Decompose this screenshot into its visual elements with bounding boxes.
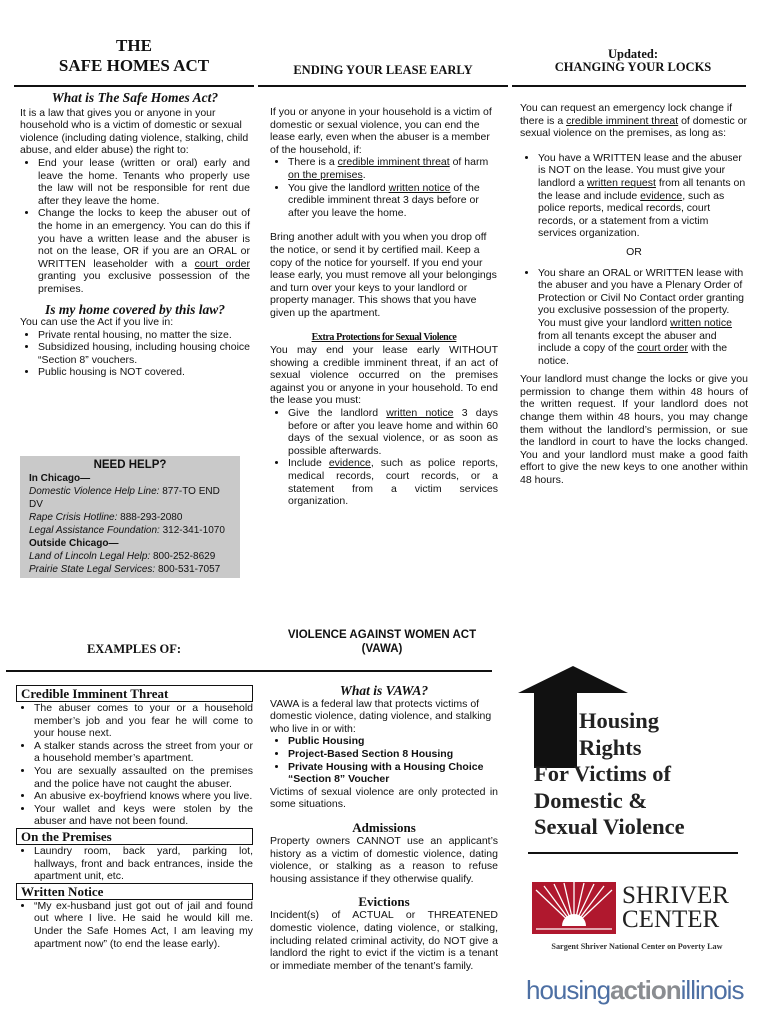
examples-body — [16, 685, 253, 950]
locks-condition-2 — [520, 267, 748, 368]
list-item: • Project-Based Section 8 Housing — [288, 748, 498, 761]
list-item: • You are sexually assaulted on the premises and the police have not caught the abuser. — [34, 765, 253, 790]
locks-intro: You can request an emergency lock change if there is a credible imminent threat of domestic or sexual violence on the premises, as long as: — [520, 102, 748, 140]
evictions-heading: Evictions — [358, 894, 410, 910]
list-item: • Your wallet and keys were stolen by the abuser and have not been found. — [34, 803, 253, 828]
cover-rule — [528, 852, 738, 854]
rights-list — [20, 157, 250, 296]
in-chicago-label: In Chicago— — [29, 472, 91, 484]
list-item: • Private rental housing, no matter the size. — [38, 329, 250, 342]
shriver-full-name: Sargent Shriver National Center on Poverty Law — [551, 942, 723, 951]
vawa-title: VIOLENCE AGAINST WOMEN ACT (VAWA) — [287, 629, 477, 655]
need-help-box — [20, 456, 240, 578]
list-item: • Subsidized housing, including housing choice “Section 8” vouchers. — [38, 341, 250, 366]
top-rule-middle — [258, 85, 508, 87]
list-item: • Private Housing with a Housing Choice “Section 8” Voucher — [288, 761, 498, 786]
written-notice-list — [16, 900, 253, 950]
list-item: • End your lease (written or oral) early and leave the home. Tenants who properly use the law will not be responsible for rent due after they leave the home. — [38, 157, 250, 207]
on-premises-list — [16, 845, 253, 883]
what-is-vawa-heading: What is VAWA? — [339, 683, 429, 698]
covered-intro: You can use the Act if you live in: — [20, 316, 174, 329]
ending-lease-intro: If you or anyone in your household is a victim of domestic or sexual violence, you can end the lease early, even when the abuser is a member of the household, if: — [270, 106, 492, 156]
help-line: Prairie State Legal Services: 800-531-7057 — [29, 563, 221, 575]
help-line: Land of Lincoln Legal Help: 800-252-8629 — [29, 550, 216, 562]
locks-condition-1 — [520, 152, 748, 240]
safe-homes-body — [20, 92, 250, 379]
top-rule-left — [14, 85, 254, 87]
ending-lease-title: ENDING YOUR LEASE EARLY — [293, 63, 473, 77]
list-item: • The abuser comes to your or a household member’s job and you fear he will come to your house next. — [34, 702, 253, 740]
or-separator: OR — [626, 245, 642, 258]
sunburst-logo-icon — [532, 882, 616, 934]
covered-list — [20, 329, 250, 379]
list-item: • Give the landlord written notice 3 days before or after you leave home and within 60 days of the sexual violence, or as soon as possible afterwards. — [288, 407, 498, 457]
ending-lease-column — [268, 64, 498, 77]
top-rule-right — [512, 85, 746, 87]
extra-protections-list — [270, 407, 498, 508]
list-item: • You have a WRITTEN lease and the abuser is NOT on the lease. You must give your landlord a written request from all tenants on the lease and include evidence, such as police reports, medical records, court records, or a statement from a victim services organization. — [538, 152, 748, 240]
updated-label: Updated: — [607, 47, 658, 61]
vawa-housing-types — [270, 735, 498, 785]
examples-title: EXAMPLES OF: — [86, 642, 182, 656]
what-is-text: It is a law that gives you or anyone in your household who is a victim of domestic or sexual violence (including dating violence, stalking, child abuse, and elder abuse) the right to: — [20, 106, 249, 157]
need-help-title: NEED HELP? — [93, 459, 167, 471]
shriver-center-logo — [532, 880, 742, 944]
safe-homes-title: THE SAFE HOMES ACT — [58, 36, 210, 75]
credible-threat-list — [16, 702, 253, 828]
list-item: • Include evidence, such as police reports, medical records, court records, or a statement from a victim services organization. — [288, 457, 498, 507]
bring-adult-text: Bring another adult with you when you drop off the notice, or send it by certified mail. Keep a copy of the notice for yourself. If you end your lease early, you must remove all your belongings and turn over your keys to your landlord or property manager. This shows that you have given up the apartment. — [270, 231, 497, 319]
outside-chicago-label: Outside Chicago— — [29, 537, 119, 549]
list-item: • Public Housing — [288, 735, 498, 748]
written-notice-heading: Written Notice — [16, 883, 253, 900]
locks-column — [516, 48, 750, 73]
landlord-text: Your landlord must change the locks or give you permission to change them within 48 hours of the written request. If your landlord does not change them within 48 hours, you may change them without the landlord’s permission, or sue the landlord in court to have the locks changed. You and your landlord must make a good faith effort to give the new keys to one another within 48 hours. — [520, 373, 748, 487]
what-is-heading: What is The Safe Homes Act? — [51, 90, 219, 105]
ending-lease-conditions — [270, 156, 498, 219]
list-item: • “My ex-husband just got out of jail and found out where I live. He said he would kill me. Under the Safe Homes Act, I am leaving my apartment now” (to end the lease early). — [34, 900, 253, 950]
ending-lease-body — [270, 106, 498, 508]
on-premises-heading: On the Premises — [16, 828, 253, 845]
help-line: Domestic Violence Help Line: 877-TO END DV — [29, 485, 220, 510]
list-item: • An abusive ex-boyfriend knows where you live. — [34, 790, 253, 803]
bottom-rule-left — [6, 670, 492, 672]
help-line: Legal Assistance Foundation: 312-341-1070 — [29, 524, 225, 536]
list-item: • Laundry room, back yard, parking lot, hallways, front and back entrances, inside the apartment unit, etc. — [34, 845, 253, 883]
sexual-violence-note: Victims of sexual violence are only protected in some situations. — [270, 785, 498, 811]
list-item: • You share an ORAL or WRITTEN lease with the abuser and you have a Plenary Order of Protection or Civil No Contact order granting you exclusive possession of the property. You must give your landlord written notice from all tenants except the abuser and include a copy of the court order with the notice. — [538, 267, 748, 368]
shriver-wordmark: SHRIVER CENTER — [622, 882, 729, 933]
extra-protections-heading: Extra Protections for Sexual Violence — [311, 331, 457, 343]
locks-body — [520, 102, 748, 487]
list-item: • You give the landlord written notice of the credible imminent threat 3 days before or after you leave the home. — [288, 182, 498, 220]
cover-title: Housing Rights For Victims of Domestic & Sexual Violence — [534, 708, 685, 839]
changing-locks-title: CHANGING YOUR LOCKS — [554, 59, 712, 74]
vawa-text: VAWA is a federal law that protects victims of domestic violence, dating violence, and stalking who live in or with: — [270, 697, 492, 735]
list-item: • Public housing is NOT covered. — [38, 366, 250, 379]
housing-action-illinois-logo: housingactionillinois — [526, 975, 744, 1005]
admissions-text: Property owners CANNOT use an applicant’s history as a victim of domestic violence, dating violence, or stalking as a reason to refuse housing assistance if they otherwise qualify. — [270, 834, 498, 885]
extra-protections-text: You may end your lease early WITHOUT showing a credible imminent threat, if an act of sexual violence occurred on the premises against you or anyone in your household. To end the lease you must: — [270, 344, 498, 407]
covered-heading: Is my home covered by this law? — [45, 301, 225, 317]
admissions-heading: Admissions — [352, 819, 416, 835]
credible-threat-heading: Credible Imminent Threat — [16, 685, 253, 702]
safe-homes-column — [18, 36, 250, 76]
list-item: • There is a credible imminent threat of harm on the premises. — [288, 156, 498, 181]
list-item: • Change the locks to keep the abuser out of the home in an emergency. You can do this if you have a written lease and the abuser is not on the lease, OR if you are an ORAL or WRITTEN leaseholder with a court order granting you exclusive possession of the premises. — [38, 207, 250, 295]
list-item: • A stalker stands across the street from your or a household member’s apartment. — [34, 740, 253, 765]
evictions-text: Incident(s) of ACTUAL or THREATENED domestic violence, dating violence, or stalking, including related criminal activity, do NOT give a landlord the right to evict if the victim is a tenant or immediate member of the tenant’s family. — [270, 909, 498, 972]
vawa-body — [270, 685, 498, 972]
help-line: Rape Crisis Hotline: 888-293-2080 — [29, 511, 183, 523]
